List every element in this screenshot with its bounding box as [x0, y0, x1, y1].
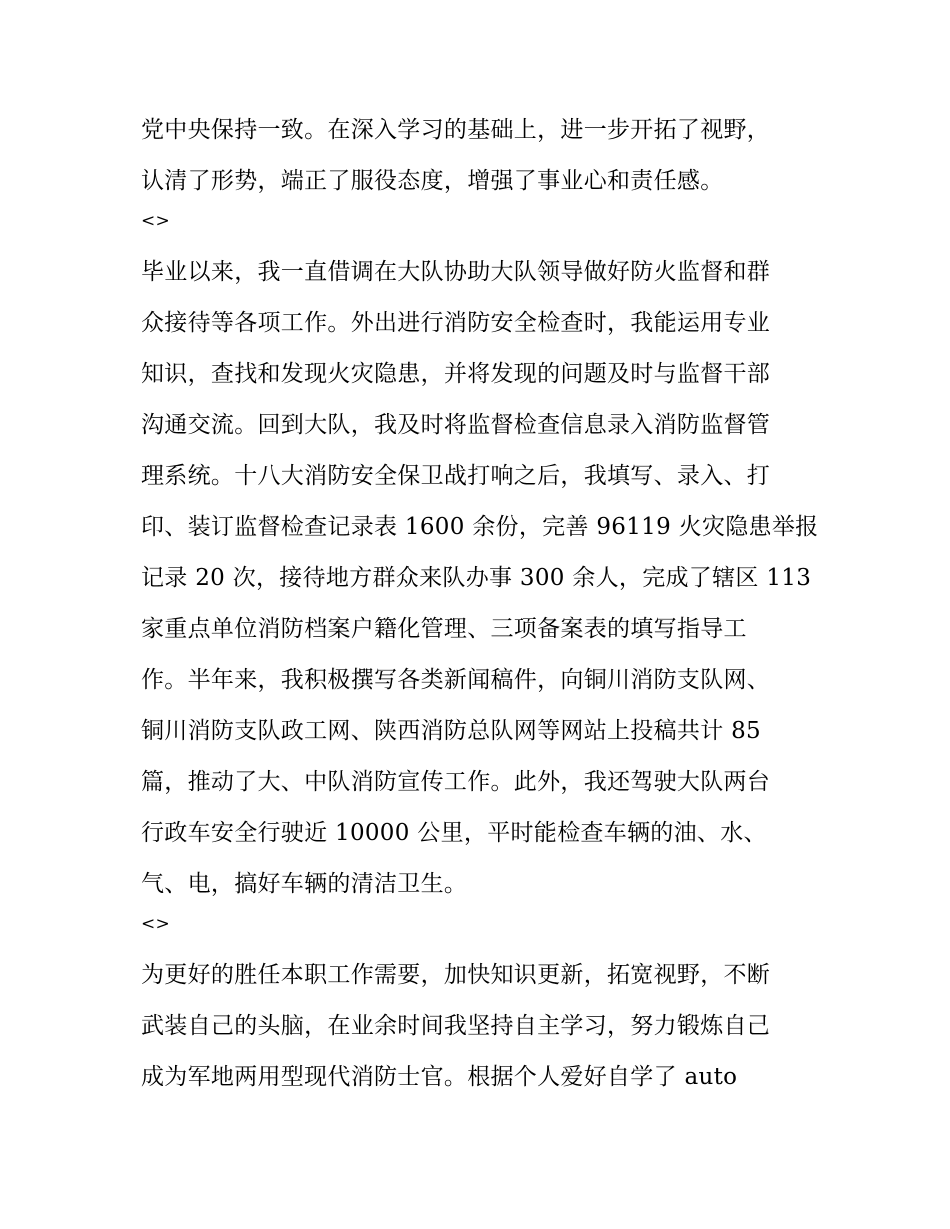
text-line: 家重点单位消防档案户籍化管理、三项备案表的填写指导工: [141, 616, 747, 642]
text-line: 成为军地两用型现代消防士官。根据个人爱好自学了 auto: [141, 1064, 738, 1090]
text-line: 记录 20 次，接待地方群众来队办事 300 余人，完成了辖区 113: [141, 565, 812, 591]
text-line: 众接待等各项工作。外出进行消防安全检查时，我能运用专业: [141, 310, 771, 336]
text-line: 印、装订监督检查记录表 1600 余份，完善 96119 火灾隐患举报: [141, 514, 819, 540]
paragraph-separator: <>: [141, 914, 171, 934]
text-line: 篇，推动了大、中队消防宣传工作。此外，我还驾驶大队两台: [141, 769, 771, 795]
paragraph-3: [141, 950, 821, 1103]
text-line: 认清了形势，端正了服役态度，增强了事业心和责任感。: [141, 168, 724, 194]
text-line: 毕业以来，我一直借调在大队协助大队领导做好防火监督和群: [141, 259, 771, 285]
paragraph-1: [141, 105, 821, 207]
text-line: 行政车安全行驶近 10000 公里，平时能检查车辆的油、水、: [141, 820, 767, 846]
paragraph-separator: <>: [141, 211, 171, 231]
text-line: 铜川消防支队政工网、陕西消防总队网等网站上投稿共计 85: [141, 718, 761, 744]
text-line: 党中央保持一致。在深入学习的基础上，进一步开拓了视野，: [141, 117, 771, 143]
text-line: 理系统。十八大消防安全保卫战打响之后，我填写、录入、打: [141, 463, 771, 489]
text-line: 武装自己的头脑，在业余时间我坚持自主学习，努力锻炼自己: [141, 1013, 771, 1039]
paragraph-2: [141, 247, 821, 910]
text-line: 知识，查找和发现火灾隐患，并将发现的问题及时与监督干部: [141, 361, 771, 387]
text-line: 作。半年来，我积极撰写各类新闻稿件，向铜川消防支队网、: [141, 667, 771, 693]
document-body: [141, 105, 821, 1103]
text-line: 沟通交流。回到大队，我及时将监督检查信息录入消防监督管: [141, 412, 771, 438]
text-line: 气、电，搞好车辆的清洁卫生。: [141, 871, 468, 897]
text-line: 为更好的胜任本职工作需要，加快知识更新，拓宽视野，不断: [141, 962, 771, 988]
